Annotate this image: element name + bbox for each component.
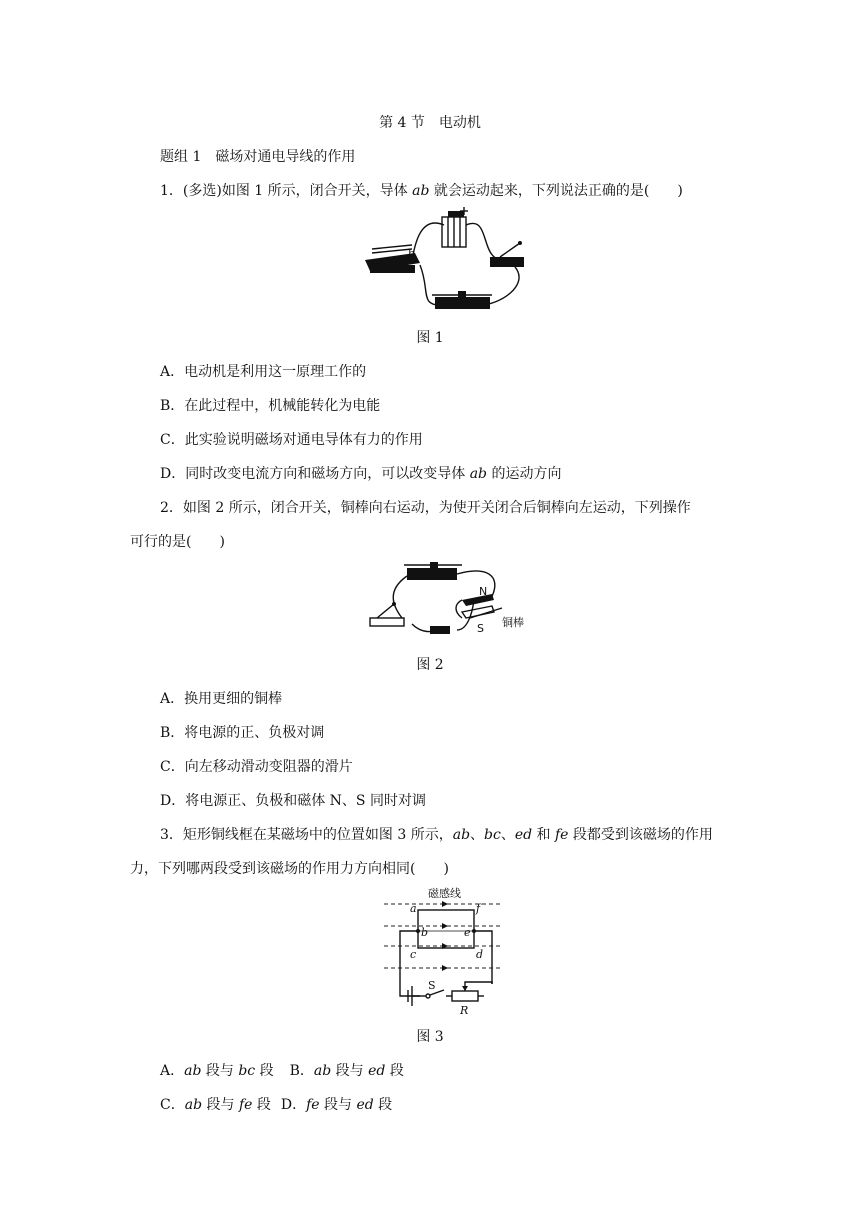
q2-option-a: A．换用更细的铜棒: [160, 691, 283, 707]
q2-stem-line2: 可行的是( ): [130, 534, 225, 550]
q3-option-c: C．ab 段与 fe 段: [160, 1097, 271, 1113]
q1-option-c: C．此实验说明磁场对通电导体有力的作用: [160, 432, 423, 448]
q3-stem-line2: 力，下列哪两段受到该磁场的作用力方向相同( ): [130, 861, 449, 877]
fig3-label-switch: S: [428, 979, 436, 992]
q2-stem-line1: 2．如图 2 所示，闭合开关，铜棒向右运动，为使开关闭合后铜棒向左运动，下列操作: [160, 500, 691, 516]
figure-2-copper-rod-apparatus: [362, 560, 532, 645]
q2-option-c: C．向左移动滑动变阻器的滑片: [160, 759, 353, 775]
fig2-label-rod: 铜棒: [502, 616, 524, 629]
q1-stem: 1．(多选)如图 1 所示，闭合开关，导体 ab 就会运动起来，下列说法正确的是( ): [160, 183, 683, 199]
fig3-label-f: f: [476, 902, 481, 915]
q3-option-b: B．ab 段与 ed 段: [289, 1063, 404, 1079]
group-title: 题组 1 磁场对通电导线的作用: [160, 149, 356, 165]
q1-option-b: B．在此过程中，机械能转化为电能: [160, 398, 381, 414]
fig3-label-e: e: [464, 926, 471, 939]
fig3-label-r: R: [460, 1004, 469, 1017]
q3-option-a: A．ab 段与 bc 段: [160, 1063, 274, 1079]
figure-3-wire-frame-circuit: [384, 886, 504, 1016]
q2-option-d: D．将电源正、负极和磁体 N、S 同时对调: [160, 793, 426, 809]
fig1-label-b: b: [408, 247, 416, 260]
q3-option-d: D．fe 段与 ed 段: [280, 1097, 393, 1113]
page-title: 第 4 节 电动机: [379, 115, 481, 131]
fig3-label-b: b: [421, 926, 429, 939]
figure-1-motor-apparatus: [360, 205, 540, 320]
q1-option-a: A．电动机是利用这一原理工作的: [160, 364, 367, 380]
q3-options-cd-row: [160, 1094, 392, 1114]
q2-option-b: B．将电源的正、负极对调: [160, 725, 325, 741]
q1-option-d: D．同时改变电流方向和磁场方向，可以改变导体 ab 的运动方向: [160, 466, 562, 482]
q3-options-ab-row: [160, 1060, 404, 1080]
fig2-label-n: N: [479, 585, 488, 598]
fig3-label-a: a: [410, 902, 417, 915]
fig3-label-field: 磁感线: [428, 887, 461, 900]
figure-3-caption: 图 3: [416, 1029, 444, 1045]
fig3-label-c: c: [410, 948, 417, 961]
figure-2-caption: 图 2: [416, 657, 444, 673]
fig2-label-s: S: [477, 622, 484, 635]
figure-1-caption: 图 1: [416, 330, 444, 346]
q3-stem-line1: 3．矩形铜线框在某磁场中的位置如图 3 所示，ab、bc、ed 和 fe 段都受到该磁场的作用: [160, 827, 713, 843]
fig3-label-d: d: [476, 948, 484, 961]
